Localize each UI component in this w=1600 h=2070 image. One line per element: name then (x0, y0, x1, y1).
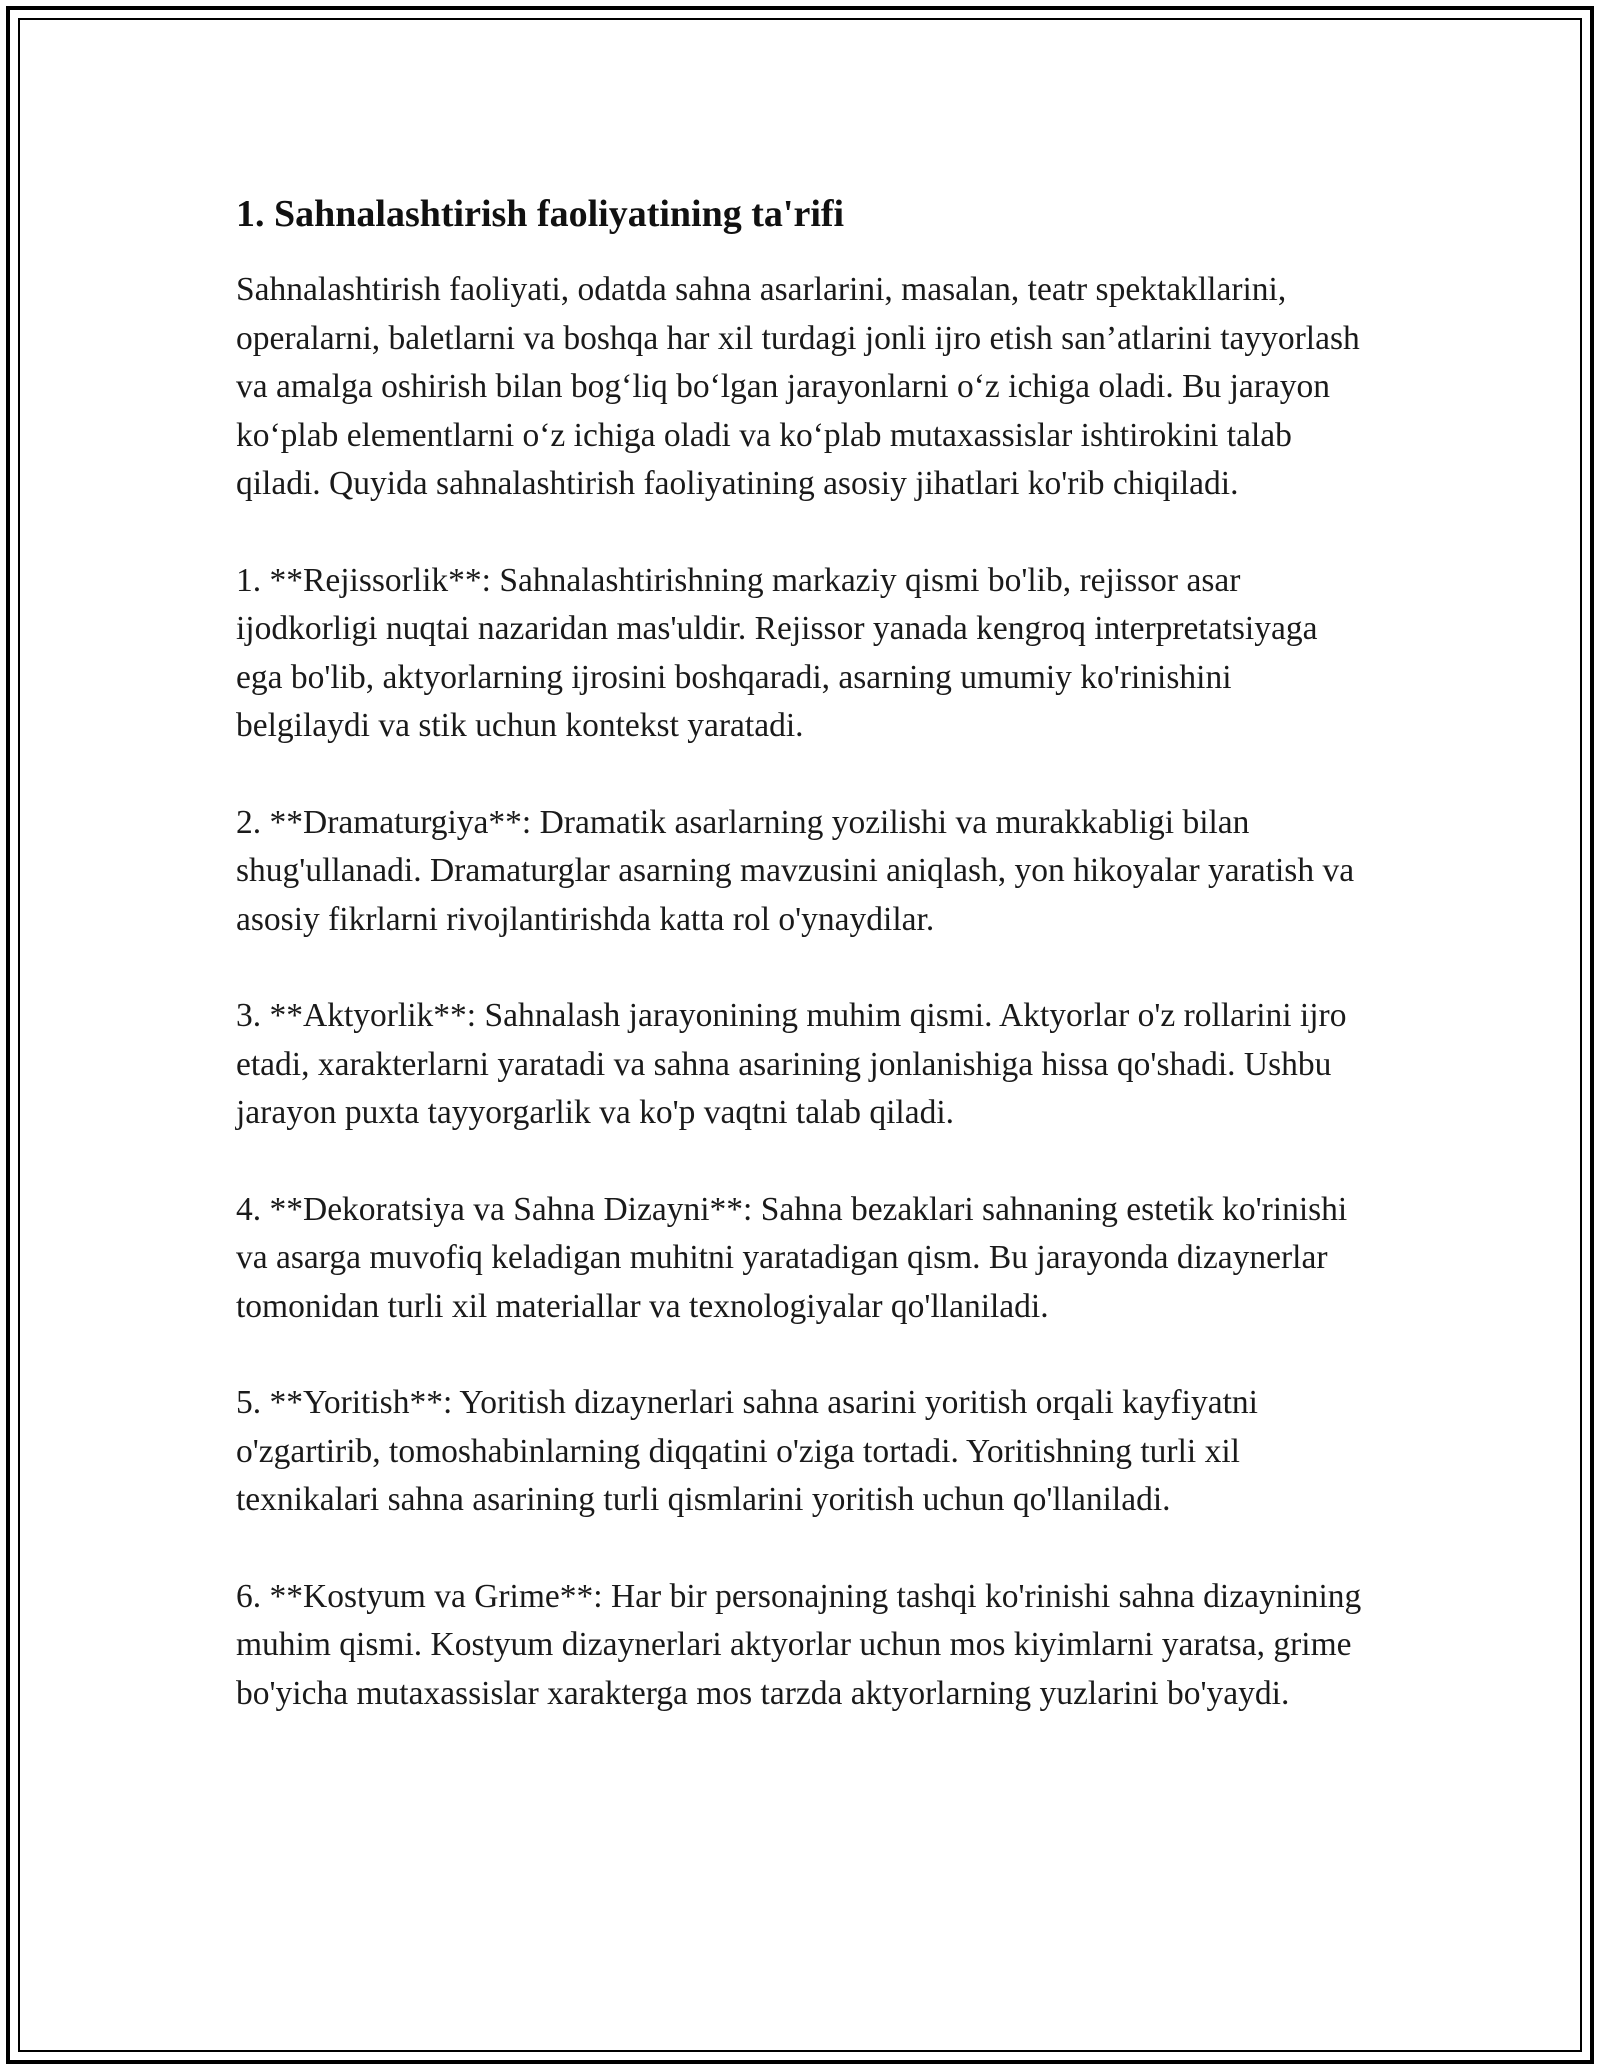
list-item-dramaturgiya: 2. **Dramaturgiya**: Dramatik asarlarning yozilishi va murakkabligi bilan shug'ullanadi. Dramaturglar asarning mavzusini aniqlash, yon hikoyalar yaratish va asosiy fikrlarni rivojlantirishda katta rol o'ynaydilar. (236, 803, 1355, 938)
list-item-rejissorlik: 1. **Rejissorlik**: Sahnalashtirishning markaziy qismi bo'lib, rejissor asar ijodkorligi nuqtai nazaridan mas'uldir. Rejissor yanada kengroq interpretatsiyaga ega bo'lib, aktyorlarning ijrosini boshqaradi, asarning umumiy ko'rinishini belgilaydi va stik uchun kontekst yaratadi. (236, 561, 1318, 744)
document-body (236, 184, 1366, 1766)
intro-paragraph: Sahnalashtirish faoliyati, odatda sahna asarlarini, masalan, teatr spektakllarini, operalarni, baletlarni va boshqa har xil turdagi jonli ijro etish san’atlarini tayyorlash va amalga oshirish bilan bog‘liq bo‘lgan jarayonlarni o‘z ichiga oladi. Bu jarayon ko‘plab elementlarni o‘z ichiga oladi va ko‘plab mutaxassislar ishtirokini talab qiladi. Quyida sahnalashtirish faoliyatining asosiy jihatlari ko'rib chiqiladi. (236, 271, 1360, 502)
list-item-aktyorlik: 3. **Aktyorlik**: Sahnalash jarayonining muhim qismi. Aktyorlar o'z rollarini ijro etadi, xarakterlarni yaratadi va sahna asarining jonlanishiga hissa qo'shadi. Ushbu jarayon puxta tayyorgarlik va ko'p vaqtni talab qiladi. (236, 997, 1347, 1131)
list-item-kostyum: 6. **Kostyum va Grime**: Har bir personajning tashqi ko'rinishi sahna dizaynining muhim qismi. Kostyum dizaynerlari aktyorlar uchun mos kiyimlarni yaratsa, grime bo'yicha mutaxassislar xarakterga mos tarzda aktyorlarning yuzlarini bo'yaydi. (236, 1577, 1362, 1712)
list-item-yoritish: 5. **Yoritish**: Yoritish dizaynerlari sahna asarini yoritish orqali kayfiyatni o'zgartirib, tomoshabinlarning diqqatini o'ziga tortadi. Yoritishning turli xil texnikalari sahna asarining turli qismlarini yoritish uchun qo'llaniladi. (236, 1384, 1258, 1518)
list-item-dekoratsiya: 4. **Dekoratsiya va Sahna Dizayni**: Sahna bezaklari sahnaning estetik ko'rinishi va asarga muvofiq keladigan muhitni yaratadigan qism. Bu jarayonda dizaynerlar tomonidan turli xil materiallar va texnologiyalar qo'llaniladi. (236, 1190, 1348, 1325)
section-heading: 1. Sahnalashtirish faoliyatining ta'rifi (236, 193, 845, 235)
